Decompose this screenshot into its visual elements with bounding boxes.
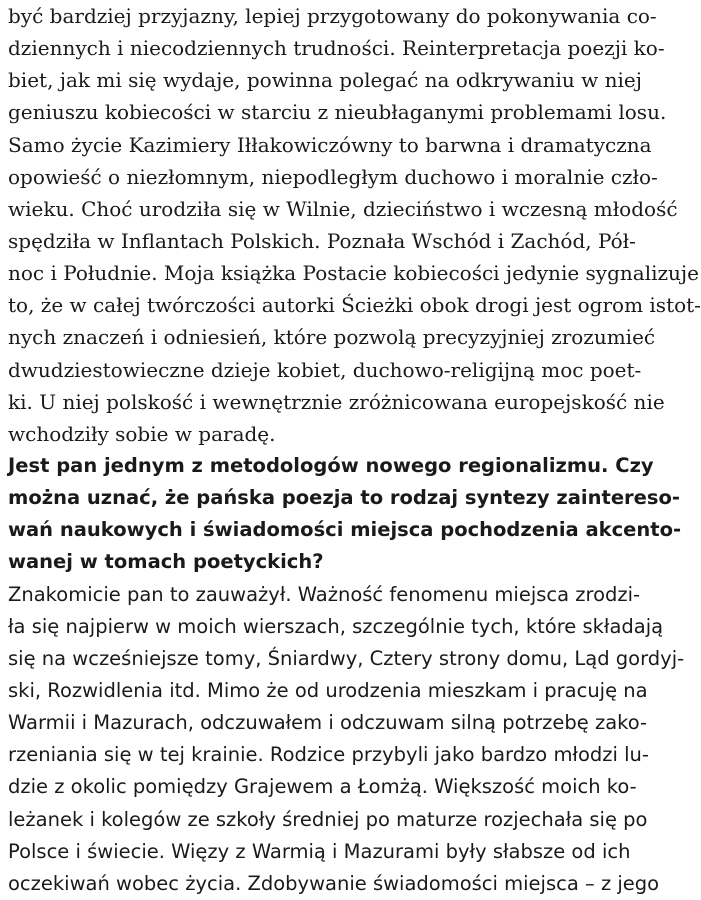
text-line: wieku. Choć urodziła się w Wilnie, dzieciństwo i wczesną młodość xyxy=(8,196,678,221)
answer-line: dzie z okolic pomiędzy Grajewem a Łomżą. Większość moich ko- xyxy=(8,775,637,799)
answer-line: Znakomicie pan to zauważył. Ważność fenomenu miejsca zrodzi- xyxy=(8,582,641,606)
text-line: noc i Południe. Moja książka Postacie kobiecości jedynie sygnalizuje xyxy=(8,261,699,286)
text-line: geniuszu kobiecości w starciu z nieubłaganymi problemami losu. xyxy=(8,100,667,125)
answer-line: się na wcześniejsze tomy, Śniardwy, Cztery strony domu, Ląd gordyj- xyxy=(8,646,685,670)
text-line: biet, jak mi się wydaje, powinna polegać na odkrywaniu w niej xyxy=(8,68,642,93)
question-line: Jest pan jednym z metodologów nowego regionalizmu. Czy xyxy=(8,454,654,477)
question-line: można uznać, że pańska poezja to rodzaj syntezy zaintereso- xyxy=(8,486,680,510)
answer-line: leżanek i kolegów ze szkoły średniej po maturze rozjechała się po xyxy=(8,807,648,831)
text-line: nych znaczeń i odniesień, które pozwolą precyzyjniej zrozumieć xyxy=(8,325,656,350)
answer-line: oczekiwań wobec życia. Zdobywanie świadomości miejsca – z jego xyxy=(8,871,660,895)
question-line: wań naukowych i świadomości miejsca pochodzenia akcento- xyxy=(8,518,682,542)
text-line: opowieść o niezłomnym, niepodległym duchowo i moralnie czło- xyxy=(8,164,658,189)
answer-line: ła się najpierw w moich wierszach, szczególnie tych, które składają xyxy=(8,614,664,638)
answer-line: ski, Rozwidlenia itd. Mimo że od urodzenia mieszkam i pracuję na xyxy=(8,679,648,702)
question-line: wanej w tomach poetyckich? xyxy=(8,550,324,574)
answer-line: Polsce i świecie. Więzy z Warmią i Mazurami były słabsze od ich xyxy=(8,839,631,863)
text-line: ki. U niej polskość i wewnętrznie zróżnicowana europejskość nie xyxy=(8,389,665,414)
answer-line: rzeniania się w tej krainie. Rodzice przybyli jako bardzo młodzi lu- xyxy=(8,743,649,767)
text-line: wchodziły sobie w paradę. xyxy=(8,421,276,446)
text-line: być bardziej przyjazny, lepiej przygotowany do pokonywania co- xyxy=(8,4,657,28)
text-line: to, że w całej twórczości autorki Ścieżki obok drogi jest ogrom istot- xyxy=(8,293,701,318)
text-line: Samo życie Kazimiery Iłłakowiczówny to barwna i dramatyczna xyxy=(8,132,652,157)
answer-line: Warmii i Mazurach, odczuwałem i odczuwam silną potrzebę zako- xyxy=(8,711,648,735)
text-line: dziennych i niecodziennych trudności. Reinterpretacja poezji ko- xyxy=(8,36,665,61)
text-line: dwudziestowieczne dzieje kobiet, duchowo-religijną moc poet- xyxy=(8,357,642,382)
text-line: spędziła w Inflantach Polskich. Poznała Wschód i Zachód, Pół- xyxy=(8,229,636,253)
